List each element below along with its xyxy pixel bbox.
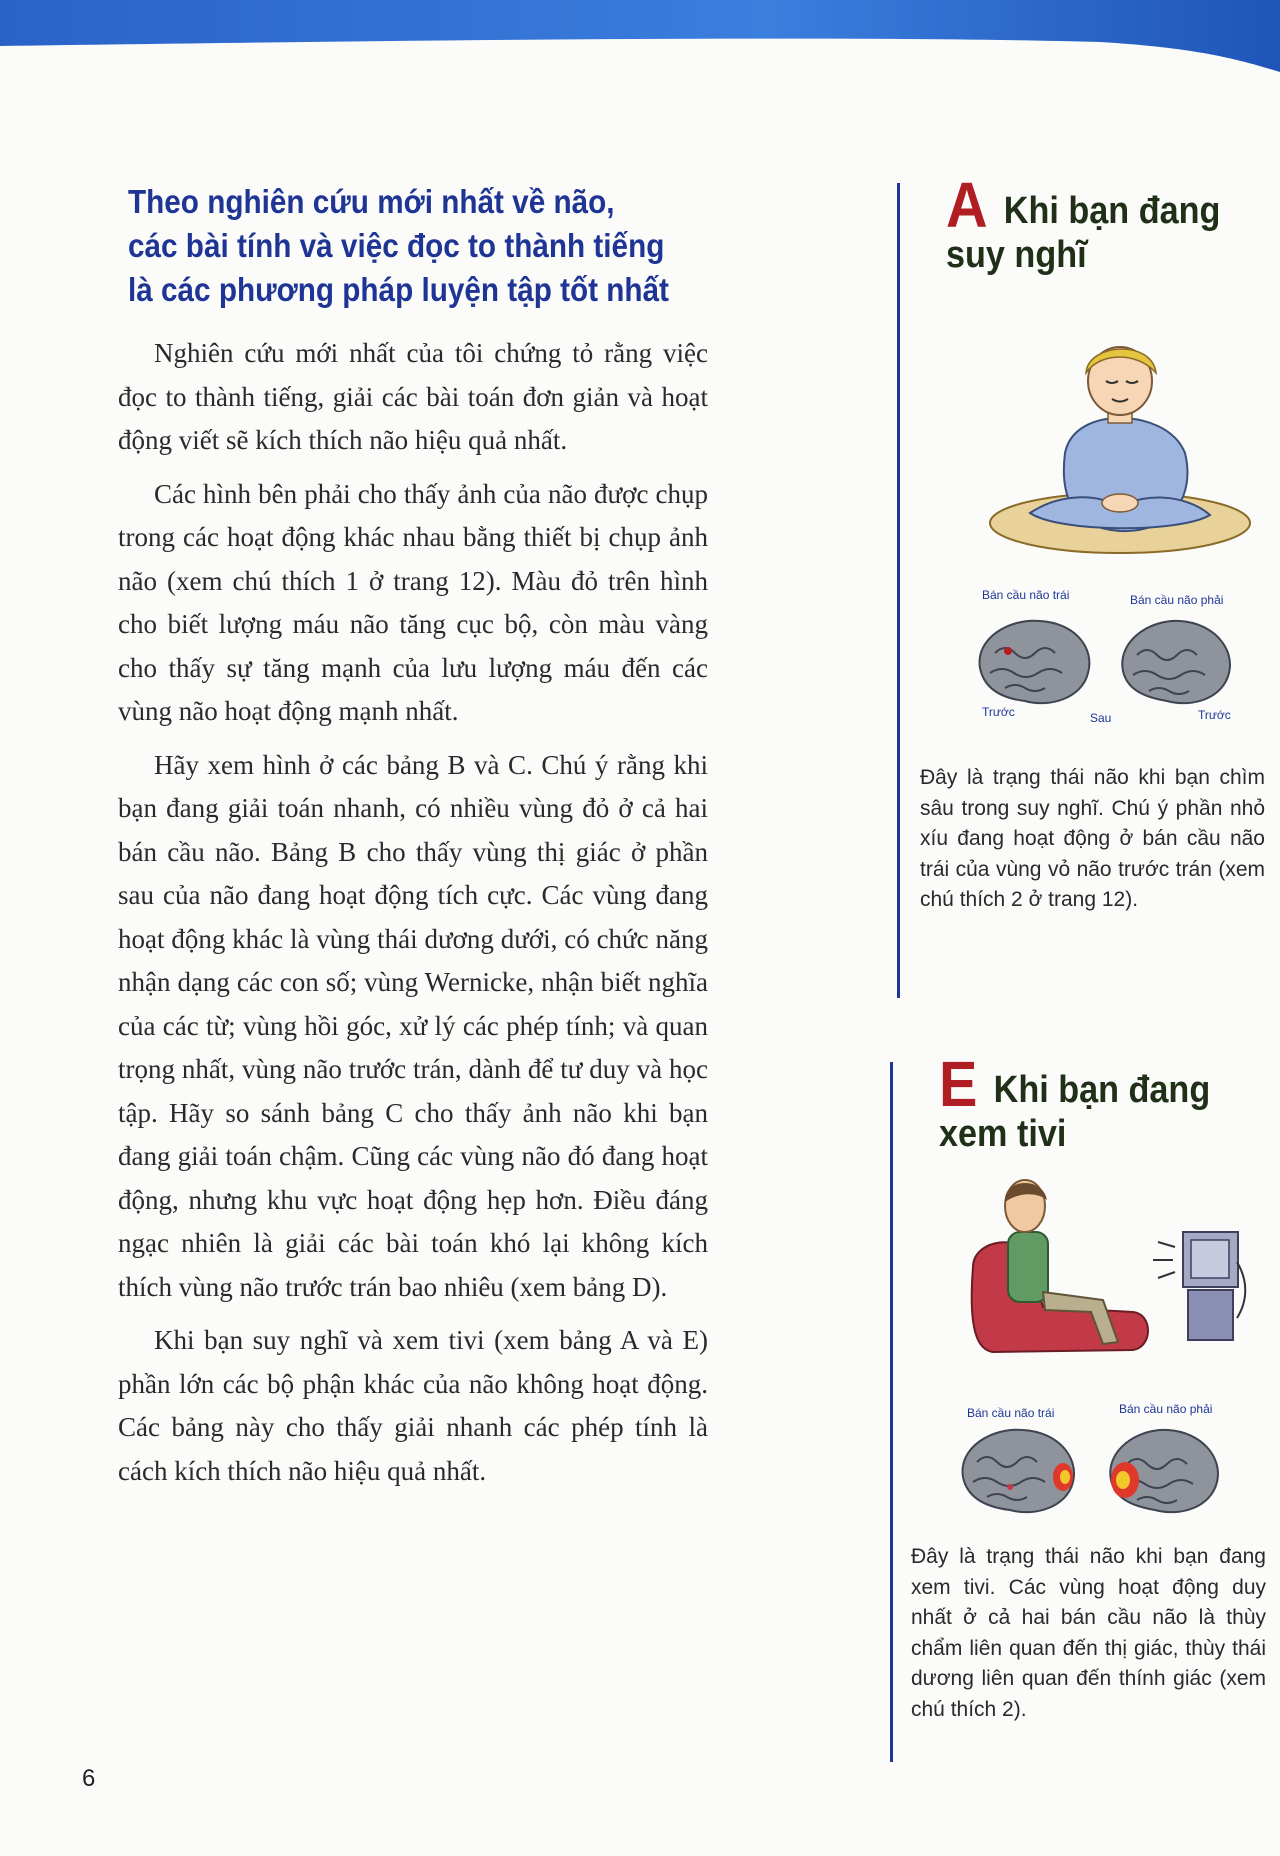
panel-a-label-back: Sau bbox=[1090, 711, 1112, 725]
tv-watching-illustration bbox=[953, 1172, 1253, 1372]
panel-e bbox=[890, 1048, 1273, 1762]
body-paragraph-2: Các hình bên phải cho thấy ảnh của não được chụp trong các hoạt động khác nhau bằng thiết bị chụp ảnh não (xem chú thích 1 ở trang 12). Màu đỏ trên hình cho biết lượng máu não tăng cục bộ, còn màu vàng cho thấy sự tăng mạnh của lưu lượng máu đến các vùng não hoạt động mạnh nhất. bbox=[118, 478, 708, 726]
body-paragraph-3: Hãy xem hình ở các bảng B và C. Chú ý rằng khi bạn đang giải toán nhanh, có nhiều vùng đỏ ở cả hai bán cầu não. Bảng B cho thấy vùng thị giác ở phần sau của não đang hoạt động tích cực. Các vùng đang hoạt động khác là vùng thái dương dưới, có chức năng nhận dạng các con số; vùng Wernicke, nhận biết nghĩa của các từ; vùng hồi góc, xử lý các phép tính; và quan trọng nhất, vùng não trước trán, dành để tư duy và học tập. Hãy so sánh bảng C cho thấy ảnh não khi bạn đang giải toán chậm. Cũng các vùng não đó đang hoạt động, nhưng khu vực hoạt động hẹp hơn. Điều đáng ngạc nhiên là giải các bài toán khó lại không kích thích vùng não trước trán bao nhiêu (xem bảng D). bbox=[118, 749, 708, 1302]
heading-line-2: các bài tính và việc đọc to thành tiếng bbox=[128, 227, 665, 264]
panel-a-label-right-hemisphere: Bán cầu não phải bbox=[1130, 593, 1224, 607]
panel-a-right-brain-image bbox=[1115, 613, 1240, 713]
panel-e-title-line-2: xem tivi bbox=[939, 1113, 1067, 1155]
panel-a bbox=[897, 169, 1270, 998]
panel-e-title bbox=[939, 1048, 1211, 1156]
panel-a-letter: A bbox=[946, 169, 988, 241]
page-number: 6 bbox=[82, 1765, 96, 1792]
panel-a-title-line-2: suy nghĩ bbox=[946, 234, 1087, 276]
panel-e-caption: Đây là trạng thái não khi bạn đang xem tivi. Các vùng hoạt động duy nhất ở cả hai bán cầu não là thùy chẩm liên quan đến thị giác, thùy thái dương liên quan đến thính giác (xem chú thích 2). bbox=[911, 1545, 1266, 1721]
panel-a-title bbox=[946, 169, 1221, 277]
body-paragraph-1: Nghiên cứu mới nhất của tôi chứng tỏ rằng việc đọc to thành tiếng, giải các bài toán đơn giản và hoạt động viết sẽ kích thích não hiệu quả nhất. bbox=[118, 338, 708, 455]
panel-e-letter: E bbox=[939, 1048, 978, 1120]
panel-a-caption: Đây là trạng thái não khi bạn chìm sâu trong suy nghĩ. Chú ý phần nhỏ xíu đang hoạt động ở bán cầu não trái của vùng vỏ não trước trán (xem chú thích 2 ở trang 12). bbox=[920, 766, 1265, 911]
body-paragraph-4: Khi bạn suy nghĩ và xem tivi (xem bảng A và E) phần lớn các bộ phận khác của não không hoạt động. Các bảng này cho thấy giải nhanh các phép tính là cách kích thích não hiệu quả nhất. bbox=[118, 1325, 708, 1486]
meditating-person-illustration bbox=[970, 343, 1250, 573]
panel-e-label-right-hemisphere: Bán cầu não phải bbox=[1119, 1402, 1213, 1416]
article-body bbox=[118, 332, 708, 1503]
panel-a-label-left-hemisphere: Bán cầu não trái bbox=[982, 588, 1070, 602]
panel-e-label-left-hemisphere: Bán cầu não trái bbox=[967, 1406, 1055, 1420]
panel-a-label-front-left: Trước bbox=[982, 705, 1015, 719]
panel-e-right-brain-image bbox=[1103, 1422, 1228, 1522]
panel-e-left-brain-image bbox=[955, 1422, 1085, 1522]
panel-a-left-brain-image bbox=[970, 613, 1100, 713]
panel-a-title-line-1: Khi bạn đang bbox=[1003, 190, 1221, 232]
article-heading bbox=[128, 180, 668, 312]
top-banner-band bbox=[0, 0, 1280, 70]
panel-a-label-front-right: Trước bbox=[1198, 708, 1231, 722]
heading-line-3: là các phương pháp luyện tập tốt nhất bbox=[128, 271, 669, 308]
panel-e-title-line-1: Khi bạn đang bbox=[993, 1069, 1211, 1111]
heading-line-1: Theo nghiên cứu mới nhất về não, bbox=[128, 183, 615, 220]
